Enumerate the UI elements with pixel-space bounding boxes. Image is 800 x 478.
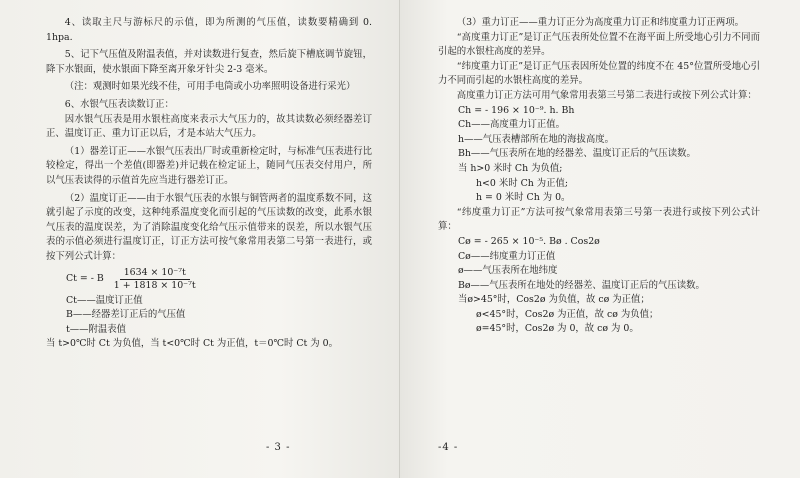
instrument-correction-text: （1）器差订正——水银气压表出厂时或重新检定时，与标准气压表进行比较检定，得出一个差值(即器差)并记载在检定证上，随同气压表交付用户，所以气压表读得的示值首先应当进行器差订正。 [46, 145, 372, 186]
section-6-heading: 6、水银气压表读数订正： [64, 98, 174, 110]
temperature-formula [66, 267, 372, 292]
height-sign-negative: h<0 米时 Ch 为正值; [476, 177, 569, 189]
height-sign-positive: 当 h>0 米时 Ch 为负值; [458, 162, 563, 174]
formula-fraction [110, 267, 200, 292]
formula-numerator: 1634 × 10⁻⁷t [120, 267, 190, 280]
height-method-text: 高度重力订正方法可用气象常用表第三号第二表进行或按下列公式计算： [456, 89, 757, 101]
height-formula: Ch = - 196 × 10⁻⁹. h. Bh [458, 104, 575, 116]
latitude-sign-less: ø<45°时，Cos2ø 为正值，故 cø 为负值； [476, 308, 659, 320]
formula-denominator: 1 + 1818 × 10⁻⁷t [113, 279, 196, 291]
latitude-sign-equal: ø=45°时，Cos2ø 为 0，故 cø 为 0。 [476, 323, 639, 335]
definition-h: h——气压表槽部所在地的海拔高度。 [458, 133, 615, 145]
definition-cphi: Cø——纬度重力订正值 [458, 250, 556, 262]
height-gravity-definition: “高度重力订正”是订正气压表所处位置不在海平面上所受地心引力不同而引起的水银柱高度的差异。 [438, 31, 760, 58]
definition-ch: Ch——高度重力订正值。 [458, 119, 565, 131]
lighting-note: （注：观测时如果光线不佳，可用手电筒或小功率照明设备进行采光） [64, 81, 356, 93]
formula-lhs: Ct = - B [66, 272, 104, 284]
latitude-method-text: “纬度重力订正”方法可按气象常用表第三号第一表进行或按下列公式计算： [438, 206, 760, 233]
step-4-text: 4、读取主尺与游标尺的示值，即为所测的气压值，读数要精确到 0. 1hpa. [46, 17, 372, 43]
definition-bh: Bh——气压表所在地的经器差、温度订正后的气压读数。 [458, 148, 696, 160]
definition-ct: Ct——温度订正值 [66, 294, 143, 306]
gravity-intro: （3）重力订正——重力订正分为高度重力订正和纬度重力订正两项。 [456, 17, 745, 28]
definition-bphi: Bø——气压表所在地处的经器差、温度订正后的气压读数。 [458, 279, 705, 291]
page-right [400, 0, 800, 478]
definition-b: B——经器差订正后的气压值 [66, 309, 186, 321]
correction-intro: 因水银气压表是用水银柱高度来表示大气压力的，故其读数必须经器差订正、温度订正、重力订正以后，才是本站大气压力。 [46, 113, 372, 140]
latitude-gravity-definition: “纬度重力订正”是订正气压表因所处位置的纬度不在 45°位置所受地心引力不同而引起的水银柱高度的差异。 [438, 60, 760, 87]
definition-phi: ø——气压表所在地纬度 [458, 265, 558, 277]
height-sign-zero: h = 0 米时 Ch 为 0。 [476, 192, 571, 204]
page-number-right: -4 - [438, 442, 459, 454]
page-number-left: - 3 - [266, 442, 291, 454]
temperature-correction-text: （2）温度订正——由于水银气压表的水银与铜管两者的温度系数不同，这就引起了示度的改变，这种纯系温度变化而引起的气压读数的改变，此系水银气压表的温度误差，为了消除温度变化给气压示值带来的误差，所以水银气压表的示值必须进行温度订正，订正方法可按气象常用表第二号第一表进行，或按下列公式计算： [46, 192, 372, 262]
latitude-sign-greater: 当ø>45°时，Cos2ø 为负值，故 cø 为正值； [458, 294, 650, 306]
step-5-text: 5、记下气压值及附温表值，并对读数进行复查，然后旋下槽底调节旋钮，降下水银面，使水银面下降至离开象牙针尖 2-3 毫米。 [46, 49, 372, 75]
latitude-formula: Cø = - 265 × 10⁻⁵. Bø . Cos2ø [458, 235, 600, 247]
sign-note: 当 t>0℃时 Ct 为负值，当 t<0℃时 Ct 为正值，t＝0℃时 Ct 为 0。 [46, 338, 338, 350]
definition-t: t——附温表值 [66, 323, 127, 335]
